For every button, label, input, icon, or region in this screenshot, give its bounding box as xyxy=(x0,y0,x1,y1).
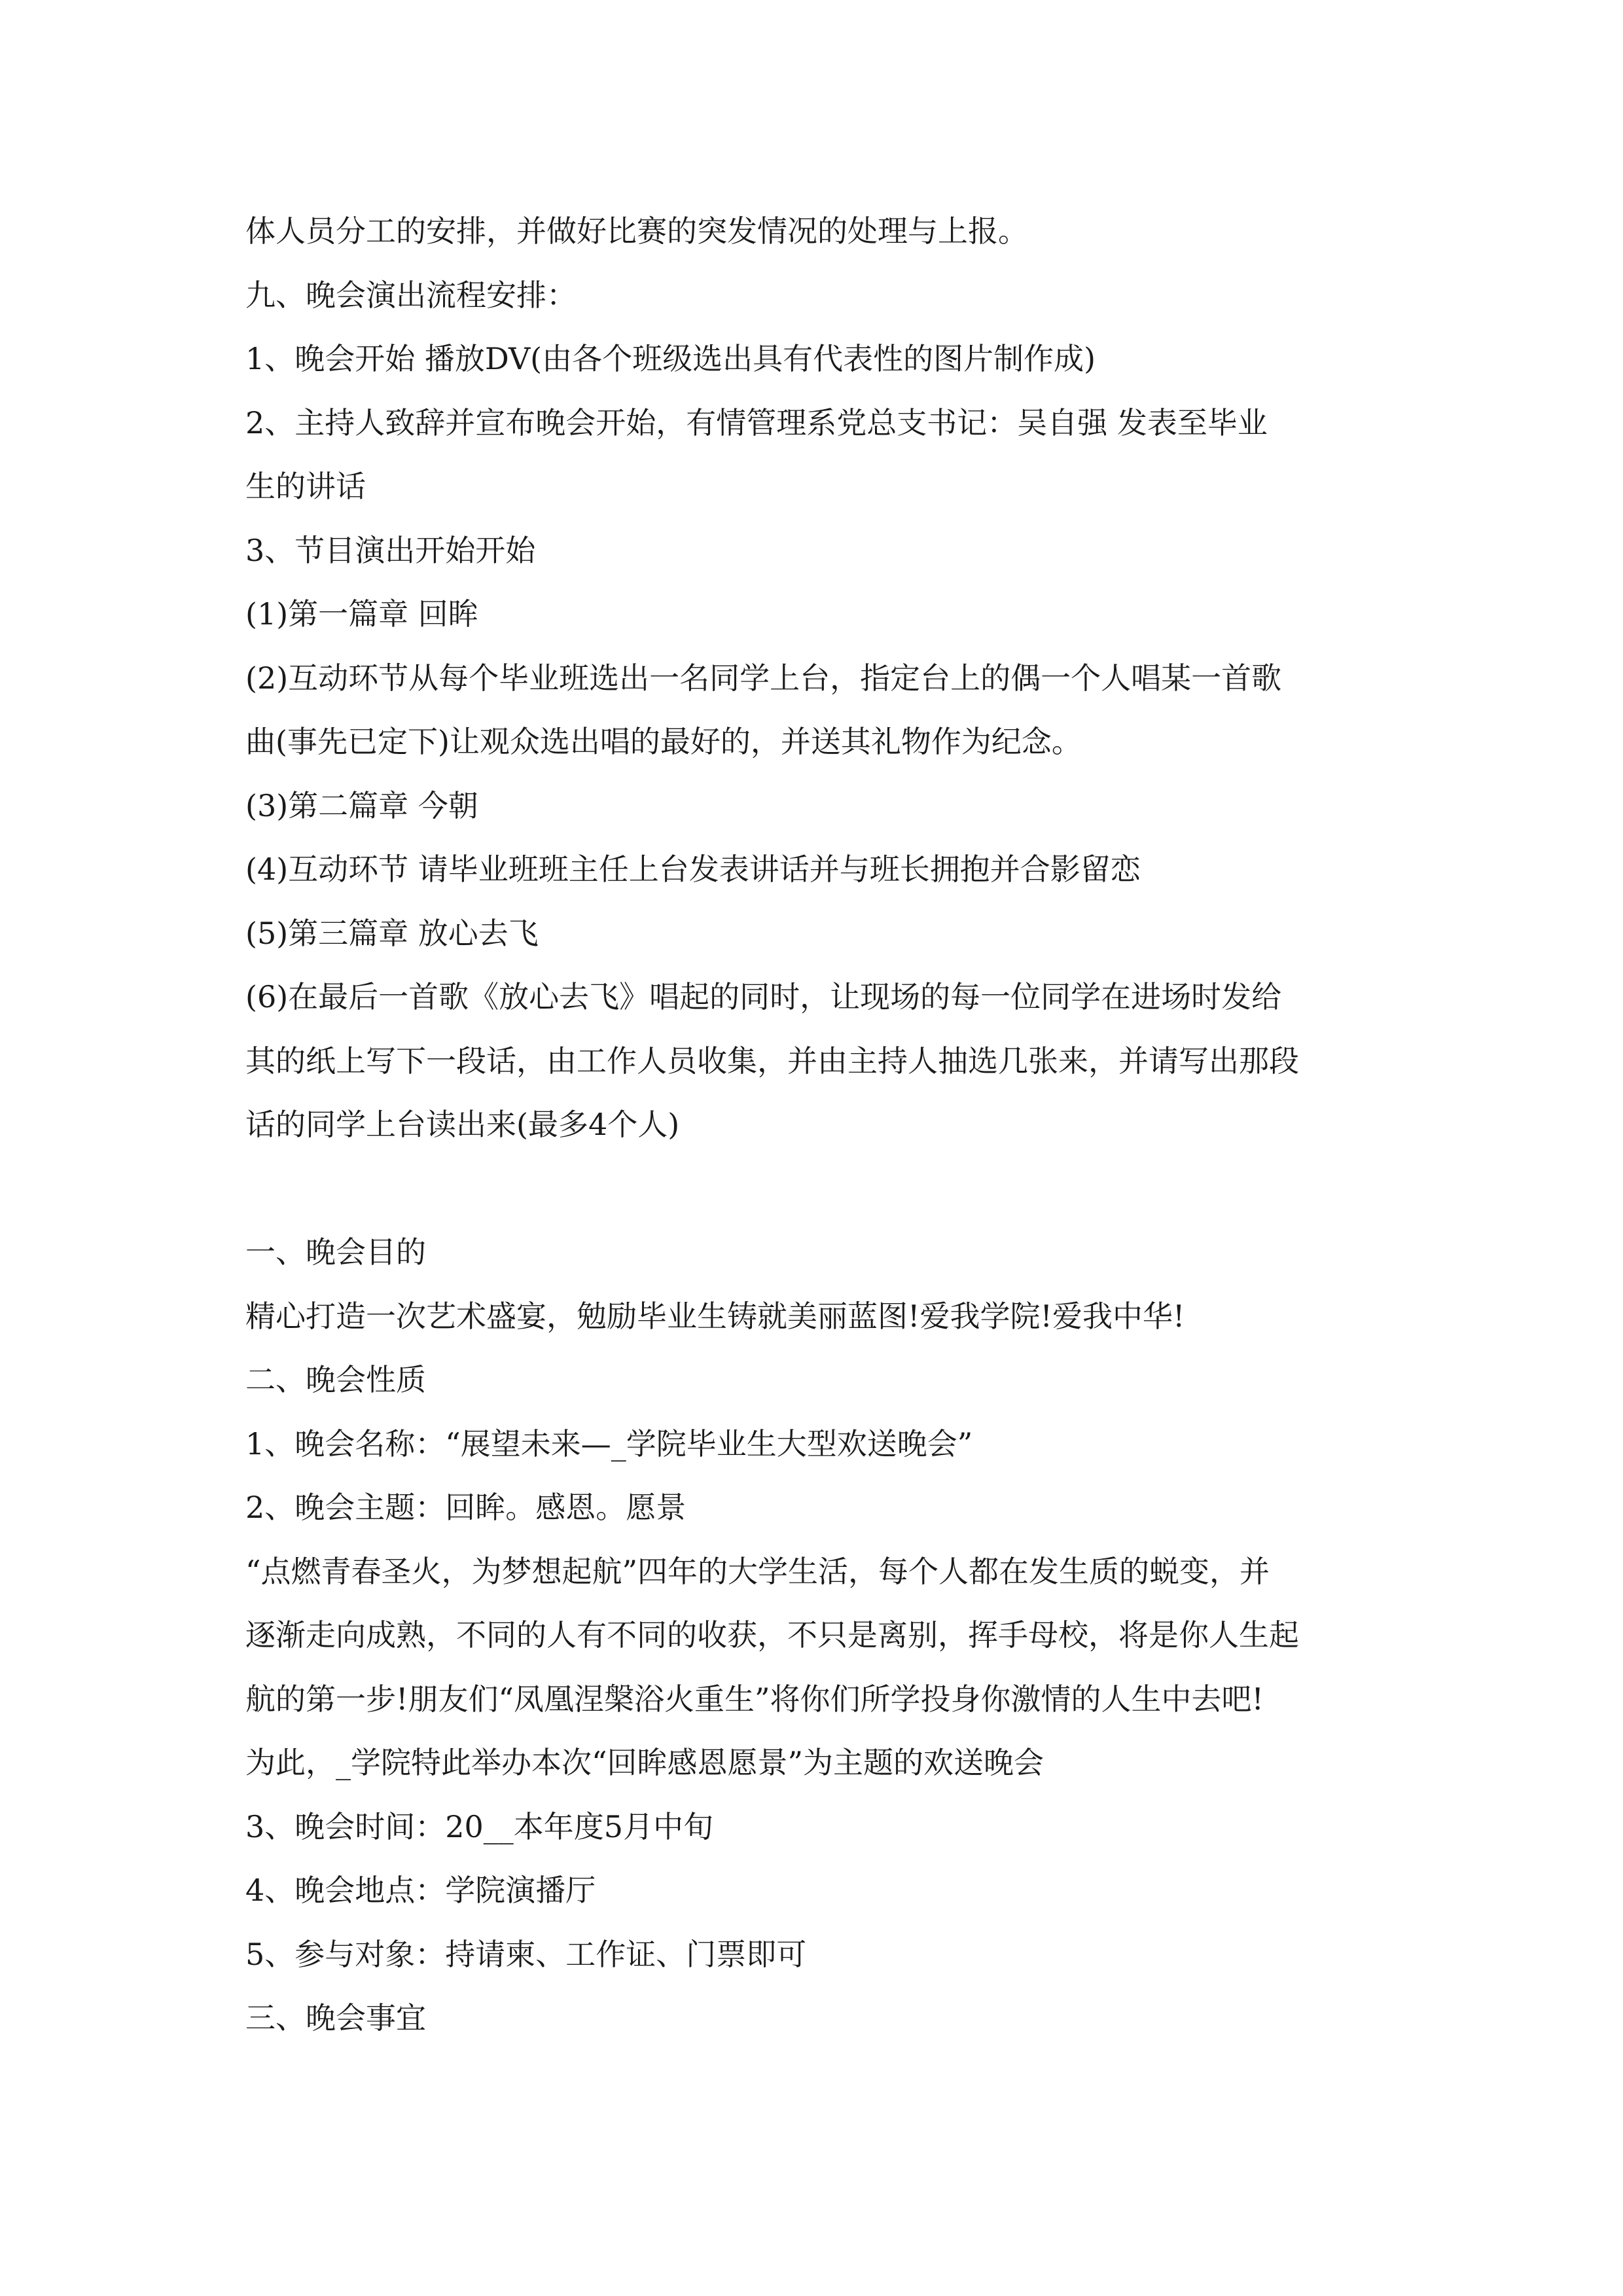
text-line: 5、参与对象：持请柬、工作证、门票即可 xyxy=(245,1936,807,1972)
text-line: 1、晚会名称：“展望未来—_学院毕业生大型欢送晚会” xyxy=(245,1426,973,1462)
text-line: “点燃青春圣火，为梦想起航”四年的大学生活，每个人都在发生质的蜕变，并 xyxy=(245,1553,1270,1589)
section-heading-nine: 九、晚会演出流程安排： xyxy=(245,277,577,313)
text-line: 4、晚会地点：学院演播厅 xyxy=(245,1873,596,1908)
text-line: 生的讲话 xyxy=(245,469,366,504)
text-line: 话的同学上台读出来(最多4个人) xyxy=(245,1107,680,1142)
text-line: 1、晚会开始 播放DV(由各个班级选出具有代表性的图片制作成) xyxy=(245,341,1096,376)
text-line: 为此，_学院特此举办本次“回眸感恩愿景”为主题的欢送晚会 xyxy=(245,1745,1044,1780)
blank-line xyxy=(245,1157,1397,1221)
text-line: 体人员分工的安排，并做好比赛的突发情况的处理与上报。 xyxy=(245,213,1028,249)
text-line: (6)在最后一首歌《放心去飞》唱起的同时，让现场的每一位同学在进场时发给 xyxy=(245,979,1282,1014)
section-heading-two: 二、晚会性质 xyxy=(245,1362,426,1397)
text-line: 航的第一步!朋友们“凤凰涅槃浴火重生”将你们所学投身你激情的人生中去吧! xyxy=(245,1681,1264,1717)
section-heading-three: 三、晚会事宜 xyxy=(245,2000,426,2036)
text-line: 逐渐走向成熟，不同的人有不同的收获，不只是离别，挥手母校，将是你人生起 xyxy=(245,1617,1299,1653)
text-line: (4)互动环节 请毕业班班主任上台发表讲话并与班长拥抱并合影留恋 xyxy=(245,852,1141,887)
text-line: 3、晚会时间：20__本年度5月中旬 xyxy=(245,1808,714,1844)
text-line: 其的纸上写下一段话，由工作人员收集，并由主持人抽选几张来，并请写出那段 xyxy=(245,1043,1299,1079)
document-body xyxy=(245,200,1397,2051)
text-line: (3)第二篇章 今朝 xyxy=(245,787,478,823)
text-line: (5)第三篇章 放心去飞 xyxy=(245,915,539,951)
text-line: 曲(事先已定下)让观众选出唱的最好的，并送其礼物作为纪念。 xyxy=(245,724,1082,759)
text-line: 3、节目演出开始开始 xyxy=(245,532,536,568)
text-line: 2、主持人致辞并宣布晚会开始，有情管理系党总支书记：吴自强 发表至毕业 xyxy=(245,404,1268,440)
text-line: (2)互动环节从每个毕业班选出一名同学上台，指定台上的偶一个人唱某一首歌 xyxy=(245,660,1282,696)
text-line: 精心打造一次艺术盛宴，勉励毕业生铸就美丽蓝图!爱我学院!爱我中华! xyxy=(245,1298,1185,1334)
section-heading-one: 一、晚会目的 xyxy=(245,1234,426,1270)
text-line: (1)第一篇章 回眸 xyxy=(245,596,478,632)
text-line: 2、晚会主题：回眸。感恩。愿景 xyxy=(245,1490,687,1525)
